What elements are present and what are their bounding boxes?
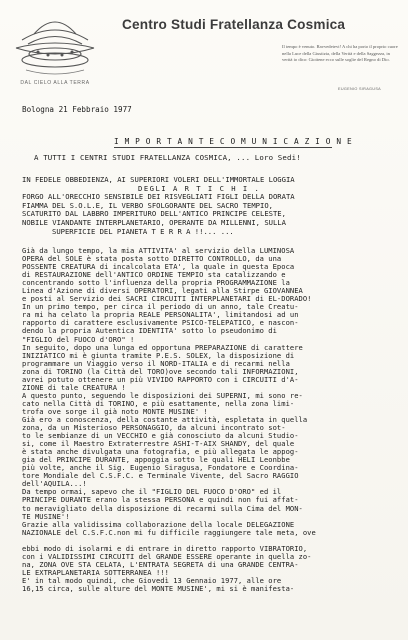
- body-line: Grazie alla validissima collaborazione della locale DELEGAZIONE: [22, 519, 295, 529]
- body-line: ZIONE di tale CREATURA !: [22, 382, 126, 392]
- body-line: OPERA del SOLE è stata posta sotto DIRETTO CONTROLLO, da una: [22, 254, 282, 264]
- body-line: zona, da un Misterioso PERSONAGGIO, da alcuni incontrato sot-: [22, 423, 286, 433]
- body-line: "FIGLIO del FUOCO d'ORO" !: [22, 334, 135, 344]
- flying-saucer-logo: [12, 12, 98, 86]
- body-line: ebbi modo di isolarmi e di entrare in diretto rapporto VIBRATORIO,: [22, 543, 308, 553]
- body-line: POSSENTE CREATURA di incalcolata ETA', la quale in questa Epoca: [22, 262, 295, 272]
- letter-body: [22, 247, 402, 593]
- body-line: con i VALIDISSIMI CIRCUITI del GRANDE ESSERE operante in quella zo-: [22, 551, 312, 561]
- body-line: e posti al Servizio dei SACRI CIRCUITI INTERPLANETARI di EL-DORADO!: [22, 294, 312, 304]
- body-line: tore Mondiale del C.S.F.C. e Terminale Vivente, del Sacro RAGGIO: [22, 471, 299, 481]
- letter-address: A TUTTI I CENTRI STUDI FRATELLANZA COSMICA, ... Loro Sedi!: [34, 153, 301, 162]
- intro-paragraph: [22, 176, 402, 236]
- body-line: di RESTAURAZIONE dell'ANTICO ORDINE TEMPIO sta catalizzando e: [22, 270, 286, 280]
- body-line: In un primo tempo, per circa il periodo di un anno, tale Creatu-: [22, 302, 299, 312]
- body-line: zona di TORINO (la Città del TORO)ove secondo tali INFORMAZIONI,: [22, 366, 299, 376]
- body-line: ra mi ha celato la propria REALE PERSONALITA', limitandosi ad un: [22, 310, 299, 320]
- body-line: E' in tal modo quindi, che Giovedì 13 Gennaio 1977, alle ore: [22, 575, 282, 585]
- organization-title: Centro Studi Fratellanza Cosmica: [122, 17, 346, 32]
- intro-line: FIAMMA DEL S.O.L.E, IL VERBO SFOLGORANTE DEL SACRO TEMPIO,: [22, 200, 273, 210]
- body-line: INIZIATICO mi è giunta tramite P.E.S. SOLEX, la disposizione di: [22, 350, 295, 360]
- quote-author: EUGENIO SIRAGUSA: [338, 87, 381, 91]
- body-line: dendo la propria Autentica IDENTITA' sotto lo pseudonimo di: [22, 326, 277, 336]
- body-line: gia del PRINCIPE DURANTE, appoggia sotto le quali HELI Leonbbe: [22, 455, 290, 465]
- body-line: si, come il Maestro Extraterrestre ASHI-T-AIX SHANDY, del quale: [22, 439, 295, 449]
- body-line: Già da lungo tempo, la mia ATTIVITA' al servizio della LUMINOSA: [22, 246, 295, 255]
- letter-heading: I M P O R T A N T E C O M U N I C A Z I O N E: [114, 137, 353, 146]
- body-line: trofa ove sorge il già noto MONTE MUSINE' !: [22, 406, 208, 416]
- body-line: rapporto di carattere esclusivamente PSICO-TELEPATICO, e nascon-: [22, 318, 299, 328]
- body-line: LE EXTRAPLANETARIA SOTTERRANEA !!!: [22, 567, 169, 577]
- body-line: PRINCIPE DURANTE erano la stessa PERSONA e quindi non fui affat-: [22, 495, 299, 505]
- intro-line: SCATURITO DAL LABBRO IMPERITURO DELL'ANTICO PRINCIPE CELESTE,: [22, 209, 286, 219]
- body-line: to meravigliato della disposizione di recarmi sulla Cima del MON-: [22, 503, 303, 513]
- body-line: 16,15 circa, sulle alture del MONTE MUSINE', mi si è manifesta-: [22, 583, 295, 593]
- body-line: avrei potuto ottenere un più VIVIDO RAPPORTO con i CIRCUITI d'A-: [22, 374, 299, 384]
- body-line: Da tempo ormai, sapevo che il "FIGLIO DEL FUOCO D'ORO" ed il: [22, 487, 282, 497]
- intro-line: IN FEDELE OBBEDIENZA, AI SUPERIORI VOLERI DELL'IMMORTALE LOGGIA: [22, 175, 295, 184]
- body-line: Già ero a conoscenza, della costante attività, espletata in quella: [22, 414, 308, 424]
- intro-line: SUPERFICIE DEL PIANETA T E R R A !!... ...: [52, 226, 234, 236]
- body-line: TE MUSINE'!: [22, 511, 70, 521]
- body-line: NAZIONALE del C.S.F.C.non mi fu difficile raggiungere tale meta, ove: [22, 527, 316, 537]
- logo-caption: DAL CIELO ALLA TERRA: [20, 80, 90, 86]
- body-line: è stata anche divulgata una fotografia, e più allegata le appog-: [22, 447, 299, 457]
- body-line: concentrando sotto l'influenza della propria PROGRAMMAZIONE la: [22, 278, 290, 288]
- body-line: più volte, anche il Sig. Eugenio Siragusa, Fondatore e Coordina-: [22, 463, 299, 473]
- header-quote: Il tempo è venuto. Ravvedetevi! A chi ha porto il proprio cuore nella Luce della Giustizia, della Verità e della Saggezza, in verità io dico: Gioitene ecco sulle soglie del Regno di Dio.: [282, 44, 398, 63]
- body-line: A questo punto, seguendo le disposizioni dei SUPERNI, mi sono re-: [22, 390, 303, 400]
- body-line: dell'AQUILA...!: [22, 479, 87, 489]
- intro-line: NOBILE VIANDANTE INTERPLANETARIO, OPERANTE DA MILLENNI, SULLA: [22, 217, 286, 227]
- body-line: na, ZONA OVE STA CELATA, L'ENTRATA SEGRETA di una GRANDE CENTRA-: [22, 559, 299, 569]
- body-line: Linea d'Azione di diversi OPERATORI, legati alla Stirpe GIOVANNEA: [22, 286, 303, 296]
- body-line: programmare un Viaggio verso il NORD-ITALIA e di recarmi nella: [22, 358, 290, 368]
- intro-line: DEGLI A R T I C H I .: [138, 183, 261, 193]
- heading-underline: [114, 147, 332, 148]
- intro-line: FORGO ALL'ORECCHIO SENSIBILE DEI RISVEGLIATI FIGLI DELLA DORATA: [22, 192, 295, 202]
- body-line: cato nella Città di TORINO, e più esattamente, nella zona limi-: [22, 398, 295, 408]
- body-line: to le sembianze di un VECCHIO e già conosciuto da alcuni Studio-: [22, 431, 299, 441]
- body-line: In seguito, dopo una lunga ed opportuna PREPARAZIONE di carattere: [22, 342, 303, 352]
- letter-date: Bologna 21 Febbraio 1977: [22, 105, 132, 114]
